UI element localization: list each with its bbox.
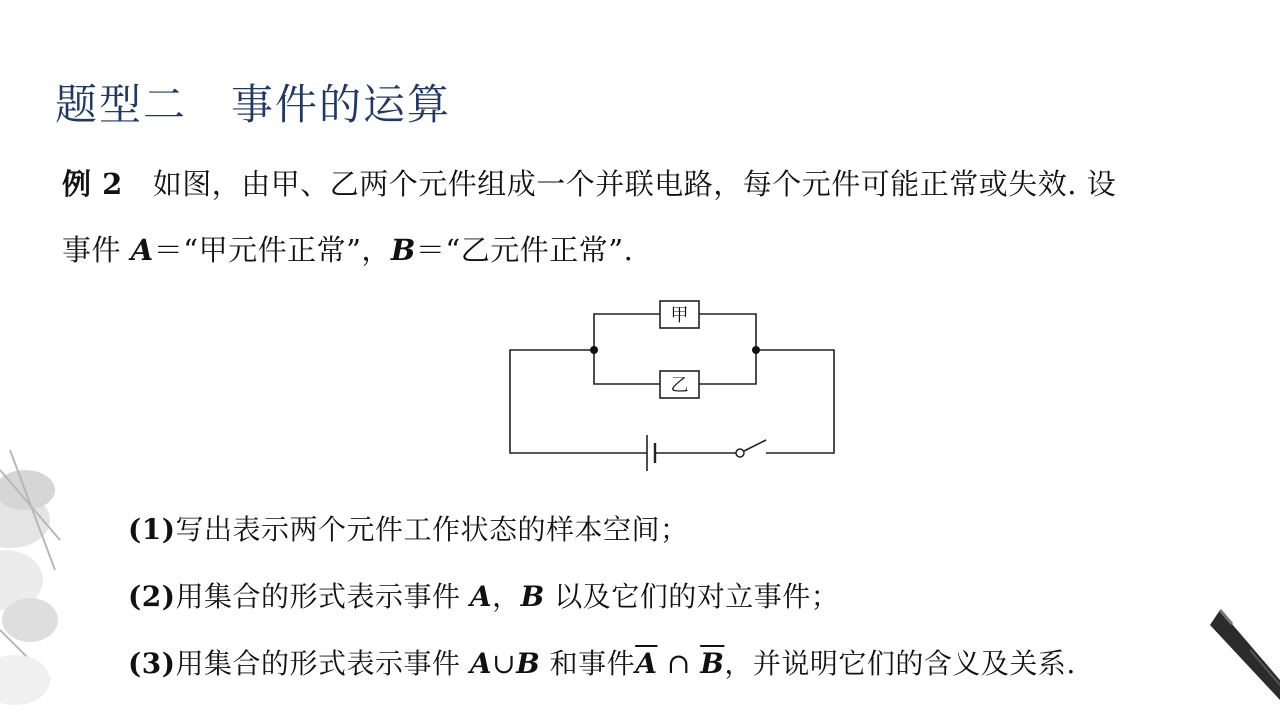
question-2-var-a: A (469, 580, 493, 613)
junction-left (590, 346, 598, 354)
question-3-intersect: ∩ (657, 647, 701, 680)
example-text-2-prefix: 事件 (62, 233, 122, 267)
circuit-diagram (500, 290, 845, 480)
question-2-text-before: 用集合的形式表示事件 (175, 580, 461, 613)
page-title-section: 题型二 (55, 80, 188, 129)
question-3-union: ∪ (492, 647, 517, 680)
component-yi-label: 乙 (670, 375, 689, 396)
question-3-var-a: A (469, 647, 493, 680)
switch-contact (736, 449, 744, 457)
question-1-text: 写出表示两个元件工作状态的样本空间； (175, 513, 689, 546)
event-a-variable: A (130, 233, 154, 267)
question-2 (128, 575, 839, 615)
question-3 (128, 642, 1076, 682)
component-jia-label: 甲 (670, 305, 689, 326)
question-3-mid: 和事件 (540, 647, 636, 680)
question-3-var-b: B (516, 647, 541, 680)
example-line-2 (62, 228, 633, 269)
question-2-number: (2) (128, 580, 176, 613)
example-text-1: 如图，由甲、乙两个元件组成一个并联电路，每个元件可能正常或失效. 设 (152, 167, 1117, 201)
question-3-var-a-complement: $\overline{A}$ (635, 647, 658, 680)
event-a-definition: ＝“甲元件正常”， (153, 233, 391, 267)
question-3-text-before: 用集合的形式表示事件 (175, 647, 461, 680)
question-3-var-b-complement: $\overline{B}$ (700, 647, 725, 680)
event-b-definition: ＝“乙元件正常”. (415, 233, 634, 267)
example-label: 例 2 (62, 167, 123, 201)
question-2-text-after: 以及它们的对立事件； (544, 580, 840, 613)
question-3-number: (3) (128, 647, 176, 680)
page-title (55, 72, 451, 132)
question-1 (128, 508, 689, 548)
question-2-var-b: B (520, 580, 545, 613)
question-3-text-after: ，并说明它们的含义及关系. (724, 647, 1076, 680)
question-2-separator: ， (492, 580, 521, 613)
page-title-topic: 事件的运算 (231, 80, 452, 129)
question-1-number: (1) (128, 513, 176, 546)
junction-right (752, 346, 760, 354)
example-line-1 (62, 162, 1116, 203)
pen-decoration-icon (1210, 600, 1280, 710)
flower-decoration-icon (0, 430, 70, 720)
event-b-variable: B (390, 233, 416, 267)
